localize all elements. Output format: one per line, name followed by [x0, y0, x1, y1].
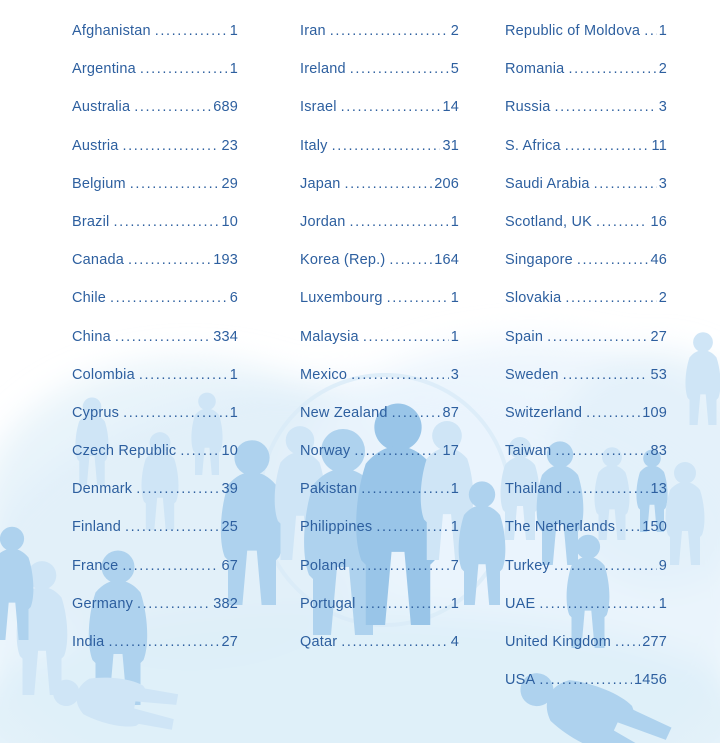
dot-leader	[594, 177, 657, 192]
country-count: 67	[221, 557, 238, 574]
country-label: Czech Republic	[72, 443, 177, 460]
country-label: Afghanistan	[72, 23, 151, 39]
dot-leader	[392, 406, 441, 421]
country-count: 27	[221, 634, 238, 650]
dot-leader	[122, 559, 219, 574]
country-label: Saudi Arabia	[505, 175, 590, 192]
country-label: USA	[505, 672, 536, 689]
country-count: 17	[442, 443, 459, 460]
country-count: 16	[650, 213, 667, 230]
dot-leader	[565, 139, 650, 154]
country-count: 5	[450, 61, 459, 78]
country-label: Japan	[300, 175, 341, 192]
country-label: Republic of Moldova	[505, 23, 641, 39]
country-label: Iran	[300, 23, 326, 39]
dot-leader	[108, 635, 219, 650]
country-count: 382	[213, 595, 238, 612]
country-label: Switzerland	[505, 404, 583, 421]
country-label: Cyprus	[72, 404, 120, 421]
country-count: 10	[221, 443, 238, 460]
country-row	[300, 444, 459, 459]
country-row	[72, 597, 238, 612]
country-row	[300, 559, 459, 574]
country-row	[300, 635, 459, 650]
country-label: Singapore	[505, 252, 573, 269]
dot-leader	[615, 635, 640, 650]
country-label: Poland	[300, 557, 347, 574]
country-count: 25	[221, 519, 238, 536]
dot-leader	[128, 253, 211, 268]
country-column-1	[72, 24, 238, 650]
country-label: Jordan	[300, 213, 346, 230]
country-label: Malaysia	[300, 328, 359, 345]
dot-leader	[565, 291, 656, 306]
country-count: 14	[442, 99, 459, 116]
country-row	[72, 482, 238, 497]
country-label: Sweden	[505, 366, 559, 383]
country-count: 6	[229, 290, 238, 307]
country-row	[505, 330, 667, 345]
country-count: 1456	[633, 672, 667, 689]
country-count: 2	[450, 23, 459, 39]
country-count: 1	[450, 519, 459, 536]
country-row	[72, 253, 238, 268]
country-label: India	[72, 634, 105, 650]
country-label: France	[72, 557, 119, 574]
country-label: Ireland	[300, 61, 346, 78]
country-count: 53	[650, 366, 667, 383]
country-row	[300, 406, 459, 421]
country-label: Israel	[300, 99, 337, 116]
dot-leader	[123, 139, 220, 154]
country-row	[72, 24, 238, 39]
country-count: 2	[658, 290, 667, 307]
country-count: 4	[450, 634, 459, 650]
dot-leader	[332, 139, 441, 154]
country-row	[300, 597, 459, 612]
country-row	[505, 177, 667, 192]
country-row	[505, 139, 667, 154]
dot-leader	[155, 24, 228, 39]
country-row	[72, 444, 238, 459]
country-row	[72, 635, 238, 650]
country-label: Canada	[72, 252, 124, 269]
country-count: 11	[651, 137, 667, 154]
dot-leader	[644, 24, 657, 39]
dot-leader	[360, 597, 449, 612]
dot-leader	[136, 482, 219, 497]
dot-leader	[539, 597, 656, 612]
country-row	[72, 215, 238, 230]
country-row	[72, 406, 238, 421]
country-label: Argentina	[72, 61, 136, 78]
dot-leader	[555, 444, 648, 459]
country-row	[505, 406, 667, 421]
dot-leader	[140, 62, 228, 77]
country-column-2	[300, 24, 459, 650]
country-label: Portugal	[300, 595, 356, 612]
country-label: United Kingdom	[505, 634, 611, 650]
country-count: 689	[213, 99, 238, 116]
country-count: 3	[658, 99, 667, 116]
country-row	[300, 520, 459, 535]
dot-leader	[387, 291, 449, 306]
country-row	[505, 635, 667, 650]
country-count: 7	[450, 557, 459, 574]
country-row	[72, 100, 238, 115]
country-label: Slovakia	[505, 290, 562, 307]
country-count: 1	[229, 23, 238, 39]
country-label: S. Africa	[505, 137, 561, 154]
country-label: Brazil	[72, 213, 110, 230]
dot-leader	[354, 444, 440, 459]
country-label: New Zealand	[300, 404, 388, 421]
country-count: 27	[650, 328, 667, 345]
country-label: Chile	[72, 290, 107, 307]
dot-leader	[134, 100, 211, 115]
dot-leader	[619, 520, 640, 535]
dot-leader	[123, 406, 228, 421]
country-label: Denmark	[72, 481, 133, 498]
dot-leader	[586, 406, 640, 421]
country-row	[505, 24, 667, 39]
country-count: 150	[642, 519, 667, 536]
country-label: Italy	[300, 137, 328, 154]
dot-leader	[563, 368, 649, 383]
country-count: 1	[229, 404, 238, 421]
country-label: Luxembourg	[300, 290, 383, 307]
country-row	[300, 253, 459, 268]
country-count: 87	[442, 404, 459, 421]
country-label: Pakistan	[300, 481, 358, 498]
country-label: Thailand	[505, 481, 563, 498]
country-row	[505, 482, 667, 497]
country-row	[72, 291, 238, 306]
country-count: 334	[213, 328, 238, 345]
country-count: 23	[221, 137, 238, 154]
dot-leader	[351, 368, 449, 383]
dot-leader	[350, 62, 449, 77]
dot-leader	[539, 673, 632, 688]
country-row	[72, 520, 238, 535]
country-count: 1	[229, 366, 238, 383]
dot-leader	[345, 177, 433, 192]
country-row	[72, 368, 238, 383]
country-label: The Netherlands	[505, 519, 616, 536]
country-count: 277	[642, 634, 667, 650]
country-label: Russia	[505, 99, 551, 116]
dot-leader	[376, 520, 448, 535]
country-count: 1	[229, 61, 238, 78]
country-label: Finland	[72, 519, 121, 536]
country-count: 13	[650, 481, 667, 498]
country-count: 10	[221, 213, 238, 230]
country-count: 1	[450, 213, 459, 230]
country-row	[72, 139, 238, 154]
country-label: UAE	[505, 595, 536, 612]
dot-leader	[363, 330, 449, 345]
country-row	[300, 139, 459, 154]
country-row	[505, 559, 667, 574]
country-label: Qatar	[300, 634, 338, 650]
country-count: 31	[442, 137, 459, 154]
country-row	[300, 177, 459, 192]
dot-leader	[389, 253, 432, 268]
country-row	[505, 368, 667, 383]
country-count: 193	[213, 252, 238, 269]
country-row	[505, 100, 667, 115]
country-count: 1	[450, 290, 459, 307]
country-label: Turkey	[505, 557, 550, 574]
dot-leader	[568, 62, 656, 77]
country-label: Romania	[505, 61, 565, 78]
dot-leader	[125, 520, 220, 535]
dot-leader	[361, 482, 449, 497]
country-label: Philippines	[300, 519, 373, 536]
country-count: 2	[658, 61, 667, 78]
country-row	[72, 330, 238, 345]
dot-leader	[115, 330, 211, 345]
dot-leader	[596, 215, 648, 230]
dot-leader	[330, 24, 449, 39]
country-count: 29	[221, 175, 238, 192]
country-row	[300, 215, 459, 230]
country-label: Scotland, UK	[505, 213, 593, 230]
dot-leader	[113, 215, 219, 230]
country-row	[300, 100, 459, 115]
country-row	[72, 62, 238, 77]
country-count: 3	[450, 366, 459, 383]
country-row	[300, 62, 459, 77]
country-count: 1	[450, 595, 459, 612]
dot-leader	[139, 368, 228, 383]
dot-leader	[350, 215, 449, 230]
country-row	[505, 673, 667, 688]
country-row	[505, 444, 667, 459]
country-row	[300, 291, 459, 306]
country-count: 164	[434, 252, 459, 269]
country-row	[300, 368, 459, 383]
country-row	[505, 597, 667, 612]
dot-leader	[350, 559, 448, 574]
dot-leader	[554, 559, 657, 574]
dot-leader	[547, 330, 648, 345]
country-label: Colombia	[72, 366, 135, 383]
country-count: 83	[650, 443, 667, 460]
country-count: 46	[650, 252, 667, 269]
country-count: 3	[658, 175, 667, 192]
country-row	[505, 253, 667, 268]
country-row	[505, 291, 667, 306]
country-label: Korea (Rep.)	[300, 252, 386, 269]
country-row	[505, 215, 667, 230]
country-count: 1	[658, 23, 667, 39]
country-count: 1	[450, 481, 459, 498]
country-label: Australia	[72, 99, 131, 116]
dot-leader	[577, 253, 649, 268]
dot-leader	[566, 482, 648, 497]
country-label: Spain	[505, 328, 544, 345]
country-count: 109	[642, 404, 667, 421]
country-label: China	[72, 328, 111, 345]
country-row	[72, 559, 238, 574]
country-label: Austria	[72, 137, 119, 154]
country-count: 9	[658, 557, 667, 574]
country-count: 206	[434, 175, 459, 192]
country-label: Norway	[300, 443, 351, 460]
country-label: Taiwan	[505, 443, 552, 460]
country-label: Germany	[72, 595, 134, 612]
country-row	[72, 177, 238, 192]
country-row	[300, 24, 459, 39]
dot-leader	[341, 635, 448, 650]
country-column-3	[505, 24, 667, 688]
country-count: 39	[221, 481, 238, 498]
country-row	[300, 330, 459, 345]
dot-leader	[110, 291, 228, 306]
dot-leader	[130, 177, 220, 192]
dot-leader	[180, 444, 219, 459]
country-label: Belgium	[72, 175, 126, 192]
dot-leader	[137, 597, 211, 612]
dot-leader	[341, 100, 441, 115]
country-count: 1	[450, 328, 459, 345]
country-row	[505, 520, 667, 535]
dot-leader	[555, 100, 657, 115]
country-row	[505, 62, 667, 77]
country-row	[300, 482, 459, 497]
country-count: 1	[658, 595, 667, 612]
country-label: Mexico	[300, 366, 348, 383]
